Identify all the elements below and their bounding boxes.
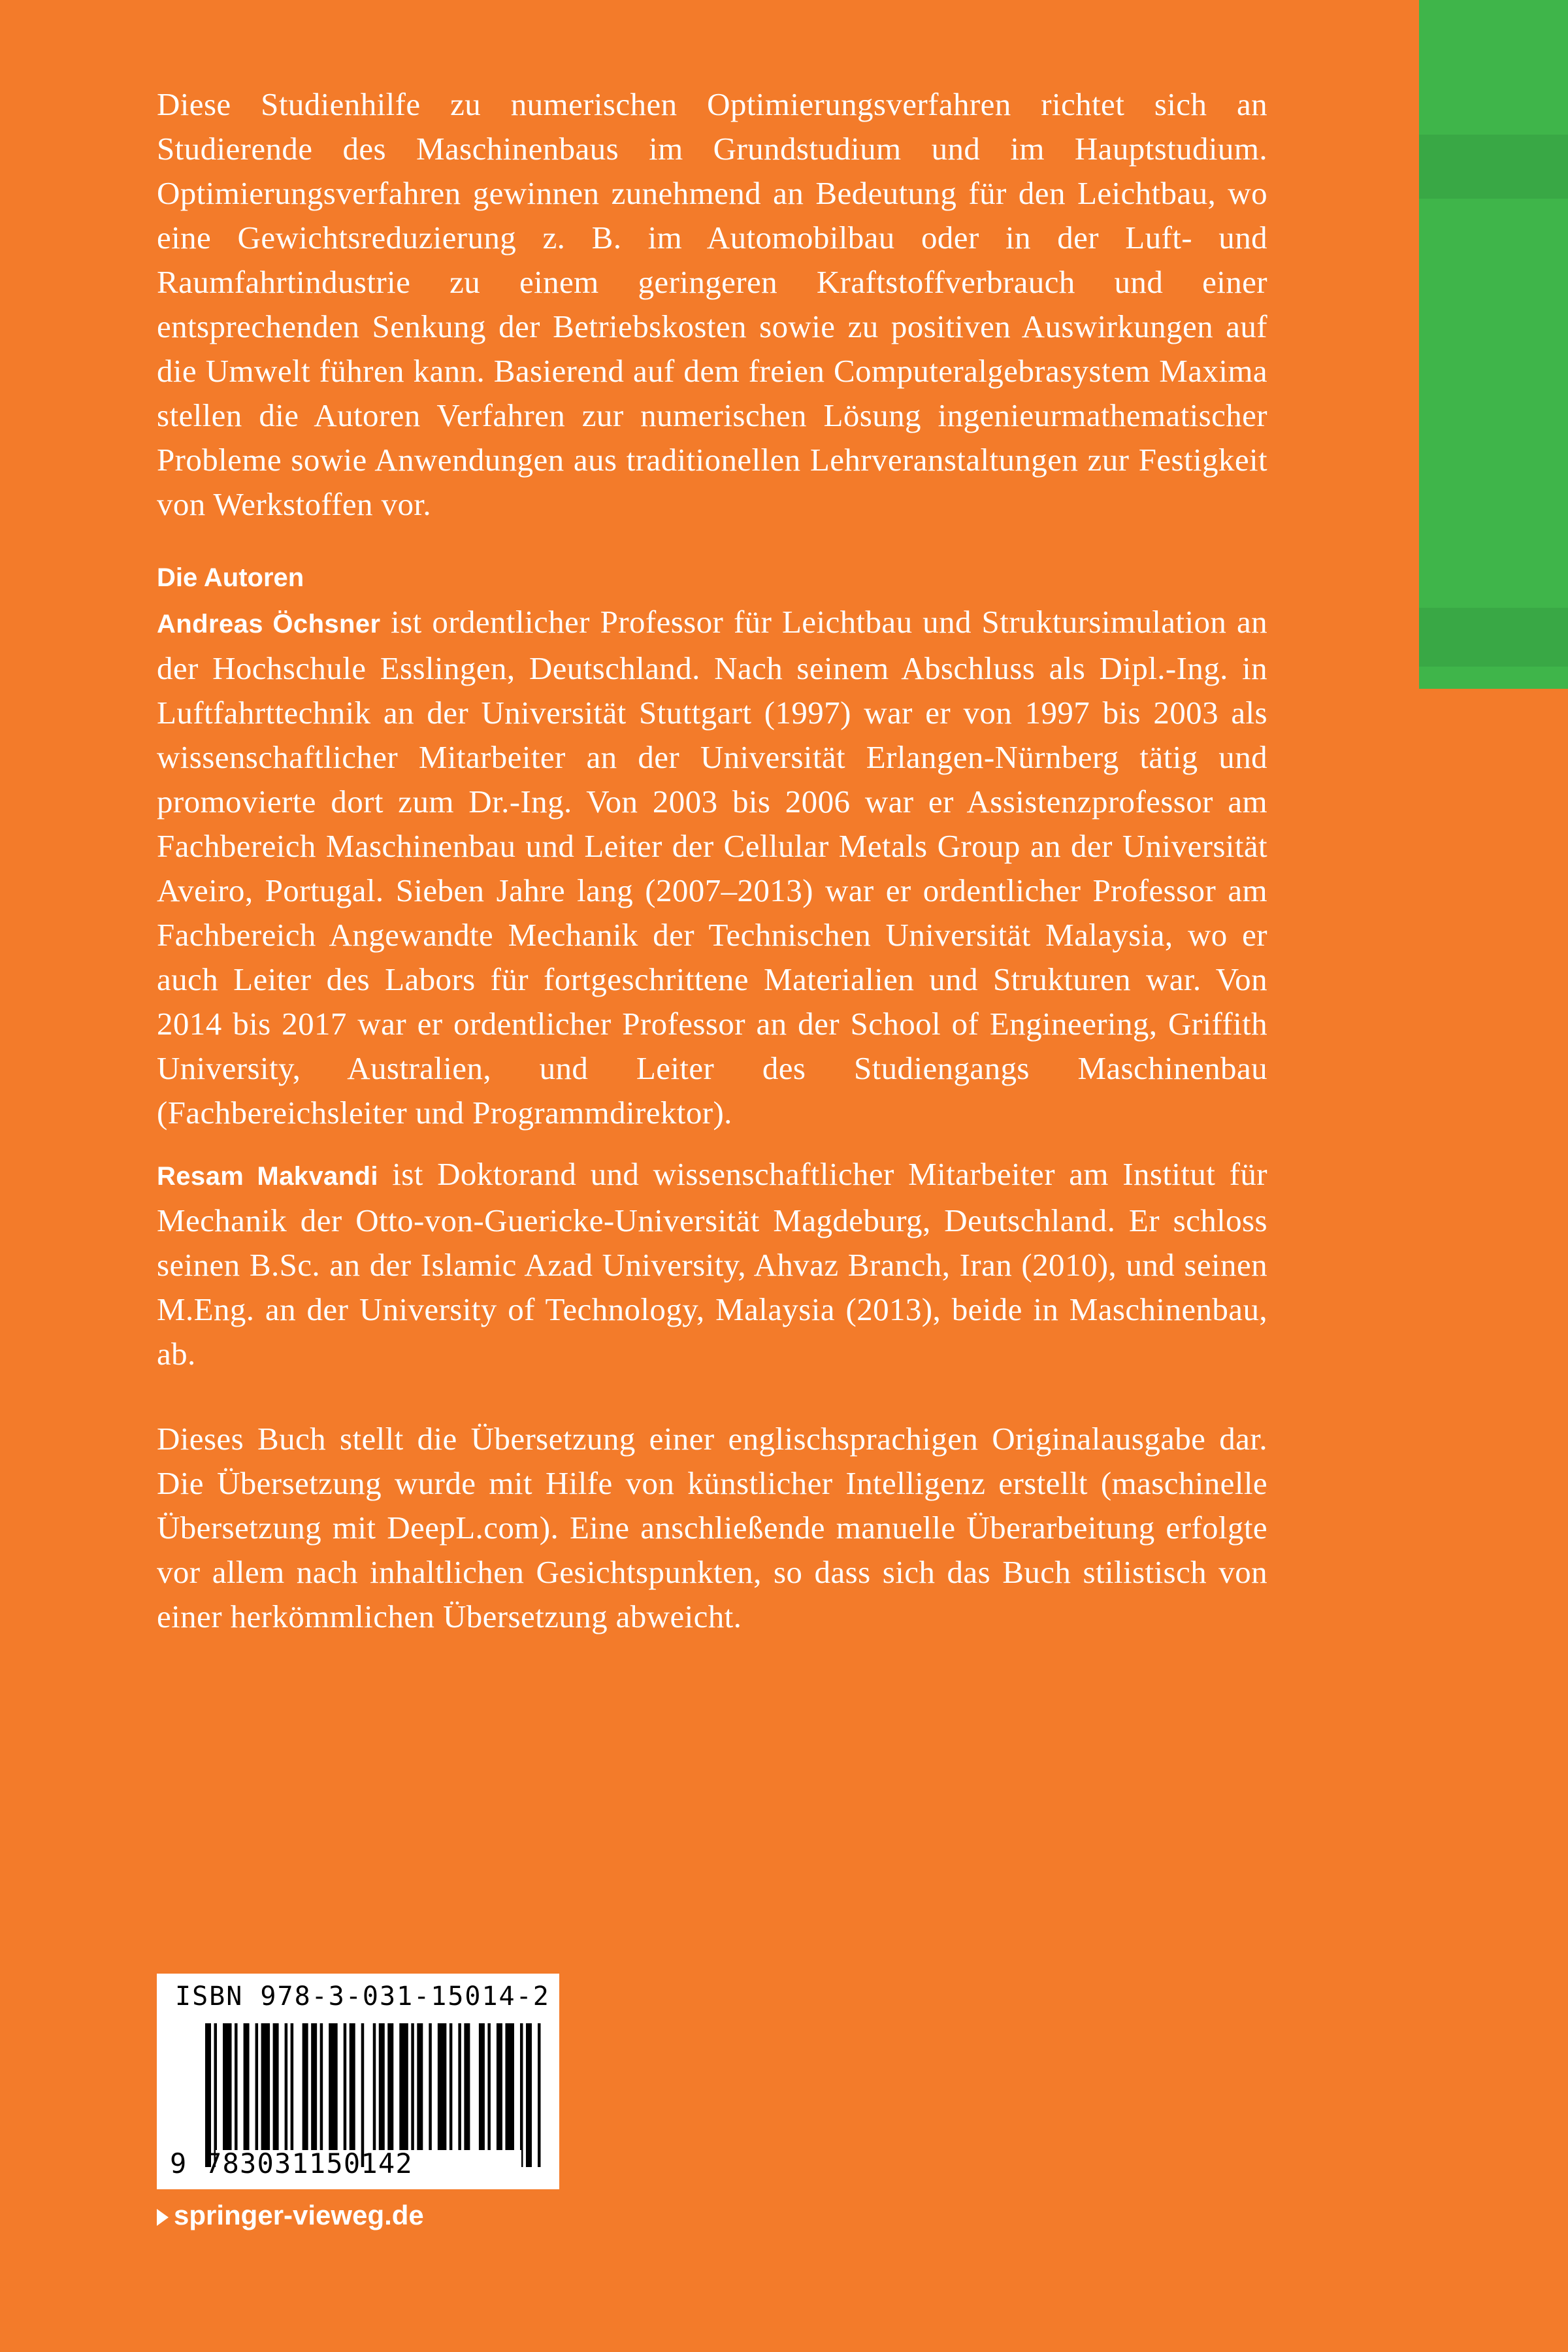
barcode-digits [170, 2147, 413, 2179]
green-accent-band [1419, 608, 1568, 667]
barcode-first-digit: 9 [170, 2147, 188, 2179]
isbn-label: ISBN 978-3-031-15014-2 [175, 1981, 550, 2012]
publisher-link[interactable] [157, 2200, 424, 2231]
barcode-icon [205, 2023, 544, 2167]
book-description: Diese Studienhilfe zu numerischen Optimierungsverfahren richtet sich an Studierende des Maschinenbaus im Grundstudium und im Hauptstudium. Optimierungsverfahren gewinnen zunehmend an Bedeutung für den Leichtbau, wo eine Gewichtsreduzierung z. B. im Automobilbau oder in der Luft- und Raumfahrtindustrie zu einem geringeren Kraftstoffverbrauch und einer entsprechenden Senkung der Betriebskosten sowie zu positiven Auswirkungen auf die Umwelt führen kann. Basierend auf dem freien Computeralgebrasystem Maxima stellen die Autoren Verfahren zur numerischen Lösung ingenieurmathematischer Probleme sowie Anwendungen aus traditionellen Lehrveranstaltungen zur Festigkeit von Werkstoffen vor. [157, 86, 1267, 522]
author-bio-2 [157, 1152, 1267, 1376]
author-bio-1 [157, 600, 1267, 1135]
author-bio-text-1: ist ordentlicher Professor für Leichtbau und Struktursimulation an der Hochschule Esslingen, Deutschland. Nach seinem Abschluss als Dipl.-Ing. in Luftfahrttechnik an der Universität Stuttgart (1997) war er von 1997 bis 2003 als wissenschaftlicher Mitarbeiter an der Universität Erlangen-Nürnberg tätig und promovierte dort zum Dr.-Ing. Von 2003 bis 2006 war er Assistenzprofessor am Fachbereich Maschinenbau und Leiter der Cellular Metals Group an der Universität Aveiro, Portugal. Sieben Jahre lang (2007–2013) war er ordentlicher Professor am Fachbereich Angewandte Mechanik der Technischen Universität Malaysia, wo er auch Leiter des Labors für fortgeschrittene Materialien und Strukturen war. Von 2014 bis 2017 war er ordentlicher Professor an der School of Engineering, Griffith University, Australien, und Leiter des Studiengangs Maschinenbau (Fachbereichsleiter und Programmdirektor). [157, 604, 1267, 1131]
green-accent-strip [1419, 0, 1568, 689]
publisher-url: springer-vieweg.de [174, 2200, 424, 2230]
author-bio-text-2: ist Doktorand und wissenschaftlicher Mitarbeiter am Institut für Mechanik der Otto-von-Guericke-Universität Magdeburg, Deutschland. Er schloss seinen B.Sc. an der Islamic Azad University, Ahvaz Branch, Iran (2010), und seinen M.Eng. an der University of Technology, Malaysia (2013), beide in Maschinenbau, ab. [157, 1156, 1267, 1372]
translation-note: Dieses Buch stellt die Übersetzung einer englischsprachigen Originalausgabe dar. Die Übersetzung wurde mit Hilfe von künstlicher Intelligenz erstellt (maschinelle Übersetzung mit DeepL.com). Eine anschließende manuelle Überarbeitung erfolgte vor allem nach inhaltlichen Gesichtspunkten, so dass sich das Buch stilistisch von einer herkömmlichen Übersetzung abweicht. [157, 1421, 1267, 1634]
author-name-2: Resam Makvandi [157, 1162, 378, 1191]
barcode-digit-string: 783031150142 [205, 2147, 413, 2179]
back-cover-text [157, 82, 1267, 1639]
author-name-1: Andreas Öchsner [157, 610, 381, 638]
arrow-right-icon [157, 2209, 169, 2226]
isbn-barcode-box [157, 1974, 559, 2189]
authors-heading: Die Autoren [157, 563, 304, 592]
green-accent-band [1419, 135, 1568, 199]
